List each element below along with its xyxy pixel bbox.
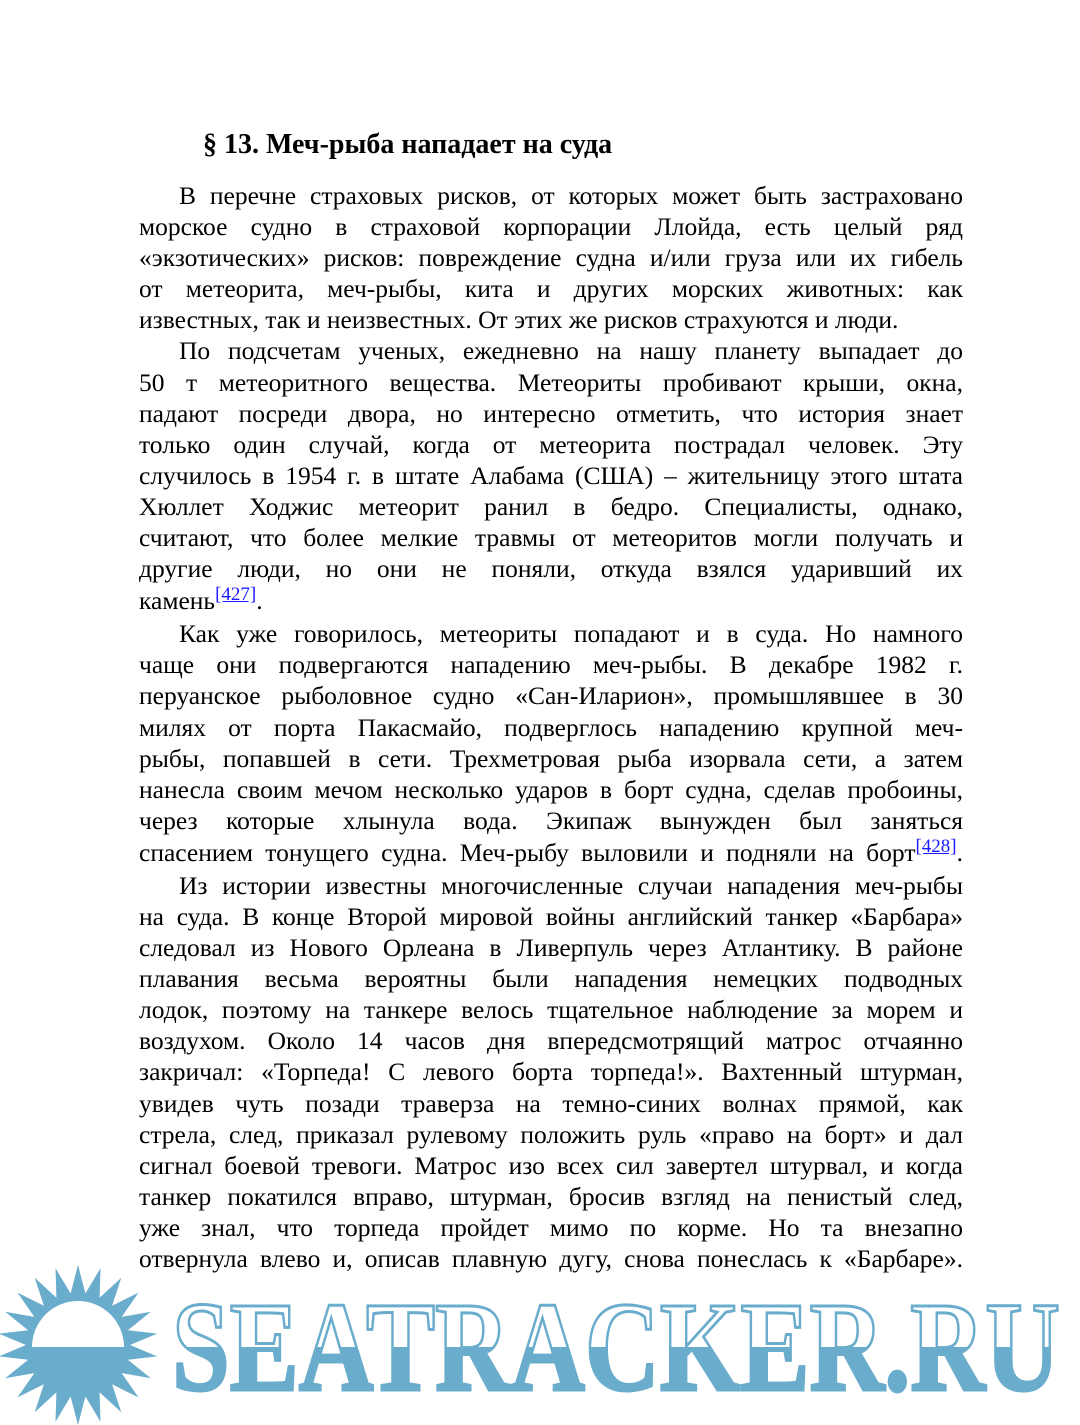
text-line: отвернула влево и, описав плавную дугу, снова понеслась к «Барбаре».: [139, 1244, 963, 1273]
text-line: увидев чуть позади траверза на темно-синих волнах прямой, как: [139, 1088, 963, 1118]
text-line: случилось в 1954 г. в штате Алабама (США) – жительницу этого штата: [139, 460, 963, 490]
text-line: нанесла своим мечом несколько ударов в борт судна, сделав пробоины,: [139, 774, 963, 804]
text-line: Хюллет Ходжис метеорит ранил в бедро. Специалисты, однако,: [139, 491, 963, 521]
text-line: милях от порта Пакасмайо, подверглось нападению крупной меч-: [139, 712, 963, 742]
text-line: уже знал, что торпеда пройдет мимо по корме. Но та внезапно: [139, 1212, 963, 1242]
punctuation: .: [256, 586, 263, 616]
text-line: 50 т метеоритного вещества. Метеориты пробивают крыши, окна,: [139, 367, 963, 397]
line-text: спасением тонущего судна. Меч-рыбу выловили и подняли на борт: [139, 837, 916, 867]
text-line: воздухом. Около 14 часов дня впередсмотрящий матрос отчаянно: [139, 1026, 963, 1056]
text-line: считают, что более мелкие травмы от метеоритов могли получать и: [139, 523, 963, 553]
document-body: [139, 180, 963, 1274]
paragraph-2: [139, 335, 963, 618]
text-line: только один случай, когда от метеорита пострадал человек. Эту: [139, 429, 963, 459]
text-line: падают посреди двора, но интересно отметить, что история знает: [139, 398, 963, 428]
text-line: [139, 835, 963, 870]
text-line: [139, 583, 963, 618]
text-line: лодок, поэтому на танкере велось тщательное наблюдение за морем и: [139, 995, 963, 1025]
text-line: через которые хлынула вода. Экипаж вынужден был заняться: [139, 805, 963, 835]
punctuation: .: [956, 837, 963, 867]
text-line: Из истории известны многочисленные случаи нападения меч-рыбы: [179, 870, 963, 900]
text-line: «экзотических» рисков: повреждение судна и/или груза или их гибель: [139, 243, 963, 273]
text-line: плавания весьма вероятны были нападения немецких подводных: [139, 964, 963, 994]
text-line: на суда. В конце Второй мировой войны английский танкер «Барбара»: [139, 901, 963, 931]
text-line: стрела, след, приказал рулевому положить руль «право на борт» и дал: [139, 1119, 963, 1149]
section-title: § 13. Меч-рыба нападает на суда: [203, 129, 613, 160]
sun-icon: [0, 1265, 157, 1425]
text-line: известных, так и неизвестных. От этих же рисков страхуются и люди.: [139, 305, 899, 335]
paragraph-1: [139, 180, 963, 335]
text-line: следовал из Нового Орлеана в Ливерпуль через Атлантику. В районе: [139, 933, 963, 963]
footnote-link-428[interactable]: [428]: [915, 835, 957, 857]
line-text: камень: [139, 586, 216, 616]
paragraph-3: [139, 618, 963, 870]
text-line: танкер покатился вправо, штурман, бросив взгляд на пенистый след,: [139, 1181, 963, 1211]
text-line: В перечне страховых рисков, от которых может быть застраховано: [179, 181, 963, 210]
text-line: Как уже говорилось, метеориты попадают и в суда. Но намного: [179, 619, 963, 649]
seatracker-logo-watermark: [0, 1262, 1080, 1425]
footnote-link-427[interactable]: [427]: [215, 584, 257, 606]
text-line: рыбы, попавшей в сети. Трехметровая рыба изорвала сети, а затем: [139, 743, 963, 773]
logo-text: SEATRACKER.RU: [172, 1276, 1060, 1418]
text-line: морское судно в страховой корпорации Ллойда, есть целый ряд: [139, 212, 963, 242]
text-line: чаще они подвергаются нападению меч-рыбы. В декабре 1982 г.: [139, 650, 963, 680]
text-line: другие люди, но они не поняли, откуда взялся ударивший их: [139, 554, 963, 584]
text-line: закричал: «Торпеда! С левого борта торпеда!». Вахтенный штурман,: [139, 1057, 963, 1087]
text-line: перуанское рыболовное судно «Сан-Иларион», промышлявшее в 30: [139, 681, 963, 711]
text-line: По подсчетам ученых, ежедневно на нашу планету выпадает до: [179, 336, 963, 366]
text-line: от метеорита, меч-рыбы, кита и других морских животных: как: [139, 274, 963, 304]
paragraph-4: [139, 870, 963, 1274]
text-line: сигнал боевой тревоги. Матрос изо всех сил завертел штурвал, и когда: [139, 1150, 963, 1180]
